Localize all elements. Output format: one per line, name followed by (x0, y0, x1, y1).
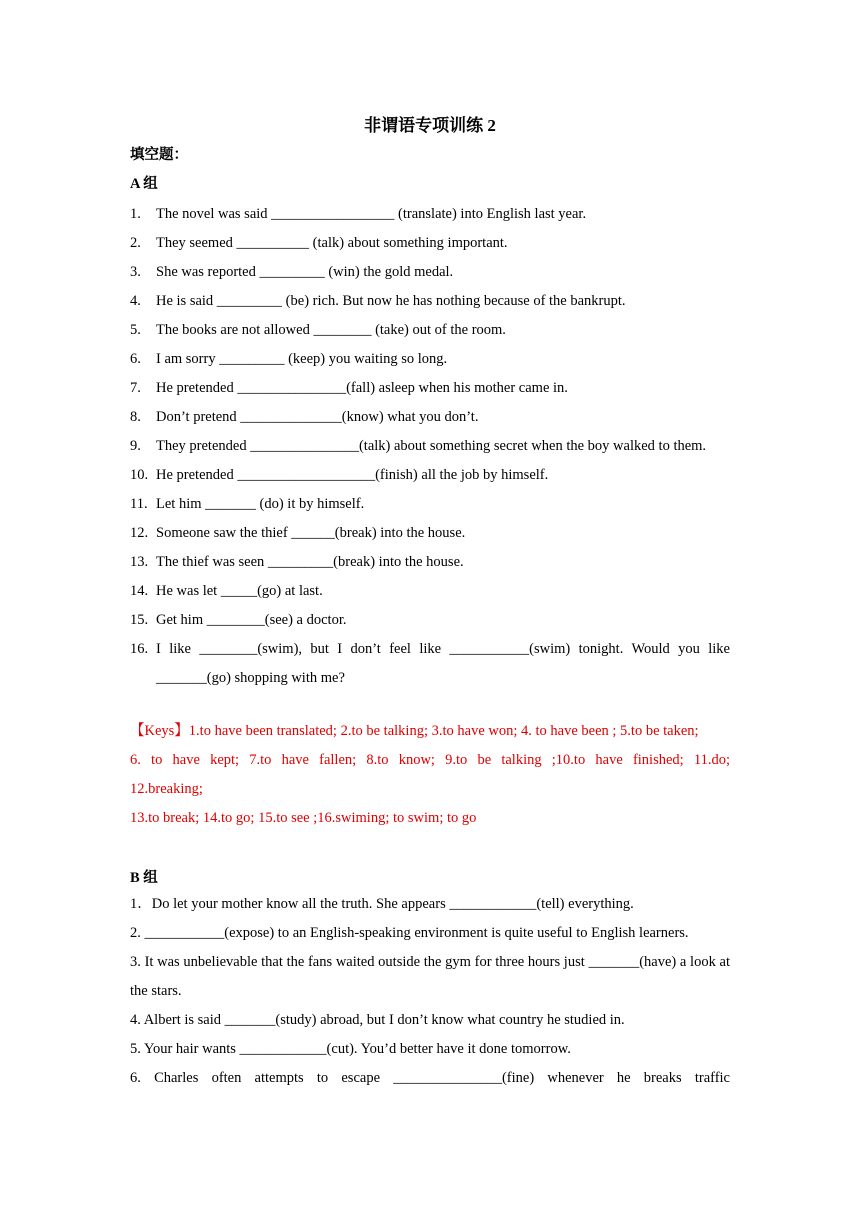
item-text: He is said _________ (be) rich. But now he has nothing because of the bankrupt. (156, 293, 626, 309)
list-item (130, 200, 730, 229)
group-a-list (130, 200, 730, 693)
item-text: They seemed __________ (talk) about something important. (156, 235, 508, 251)
item-text: He pretended _______________(fall) asleep when his mother came in. (156, 380, 568, 396)
item-text: He pretended ___________________(finish) all the job by himself. (156, 467, 549, 483)
keys-line: 6. to have kept; 7.to have fallen; 8.to know; 9.to be talking ;10.to have finished; 11.do; (130, 752, 730, 768)
list-item (130, 345, 730, 374)
list-item (130, 577, 730, 606)
item-text: I am sorry _________ (keep) you waiting so long. (156, 351, 448, 367)
list-item (130, 635, 730, 693)
item-number: 2. (130, 235, 141, 251)
keys-line: 【Keys】1.to have been translated; 2.to be talking; 3.to have won; 4. to have been ; 5.to be taken; (130, 723, 699, 739)
keys-line: 13.to break; 14.to go; 15.to see ;16.swiming; to swim; to go (130, 810, 477, 826)
list-item: 4. Albert is said _______(study) abroad, but I don’t know what country he studied in. (130, 1012, 625, 1028)
item-text: Someone saw the thief ______(break) into the house. (156, 525, 466, 541)
item-number: 8. (130, 409, 141, 425)
section-label: 填空题： (130, 147, 188, 163)
item-number: 16. (130, 641, 149, 657)
item-number: 6. (130, 351, 141, 367)
item-number: 7. (130, 380, 141, 396)
item-number: 15. (130, 612, 149, 628)
item-number: 9. (130, 438, 141, 454)
page-title: 非谓语专项训练 2 (364, 116, 496, 135)
list-item: 2. ___________(expose) to an English-speaking environment is quite useful to English learners. (130, 925, 689, 941)
item-number: 5. (130, 322, 141, 338)
group-a-label: A 组 (130, 176, 158, 192)
item-text: She was reported _________ (win) the gold medal. (156, 264, 454, 280)
list-item (130, 432, 730, 461)
item-text: The thief was seen _________(break) into the house. (156, 554, 464, 570)
item-text: He was let _____(go) at last. (156, 583, 323, 599)
item-number: 1. (130, 206, 141, 222)
item-number: 10. (130, 467, 149, 483)
item-number: 13. (130, 554, 149, 570)
list-item (130, 374, 730, 403)
group-b-list (130, 890, 730, 1093)
list-item: 3. It was unbelievable that the fans waited outside the gym for three hours just _______(have) a look at the stars. (130, 954, 730, 999)
item-text: The novel was said _________________ (translate) into English last year. (156, 206, 587, 222)
item-text: Don’t pretend ______________(know) what you don’t. (156, 409, 479, 425)
item-text: Let him _______ (do) it by himself. (156, 496, 365, 512)
list-item (130, 229, 730, 258)
answer-keys (130, 717, 730, 833)
item-text: They pretended _______________(talk) about something secret when the boy walked to them. (156, 438, 707, 454)
item-number: 12. (130, 525, 149, 541)
list-item: 1．Do let your mother know all the truth. She appears ____________(tell) everything. (130, 896, 634, 912)
list-item (130, 461, 730, 490)
list-item (130, 519, 730, 548)
list-item (130, 403, 730, 432)
list-item (130, 548, 730, 577)
list-item (130, 490, 730, 519)
item-number: 14. (130, 583, 149, 599)
list-item: 5. Your hair wants ____________(cut). You’d better have it done tomorrow. (130, 1041, 571, 1057)
keys-line: 12.breaking; (130, 781, 203, 797)
group-b-label: B 组 (130, 870, 158, 886)
list-item (130, 606, 730, 635)
list-item (130, 258, 730, 287)
list-item (130, 316, 730, 345)
list-item (130, 287, 730, 316)
item-text: I like ________(swim), but I don’t feel like ___________(swim) tonight. Would you like _______(go) shopping with me? (156, 641, 730, 686)
item-text: The books are not allowed ________ (take) out of the room. (156, 322, 506, 338)
item-text: Get him ________(see) a doctor. (156, 612, 347, 628)
item-number: 4. (130, 293, 141, 309)
item-number: 11. (130, 496, 148, 512)
item-number: 3. (130, 264, 141, 280)
list-item: 6. Charles often attempts to escape _______________(fine) whenever he breaks traffic (130, 1070, 730, 1086)
